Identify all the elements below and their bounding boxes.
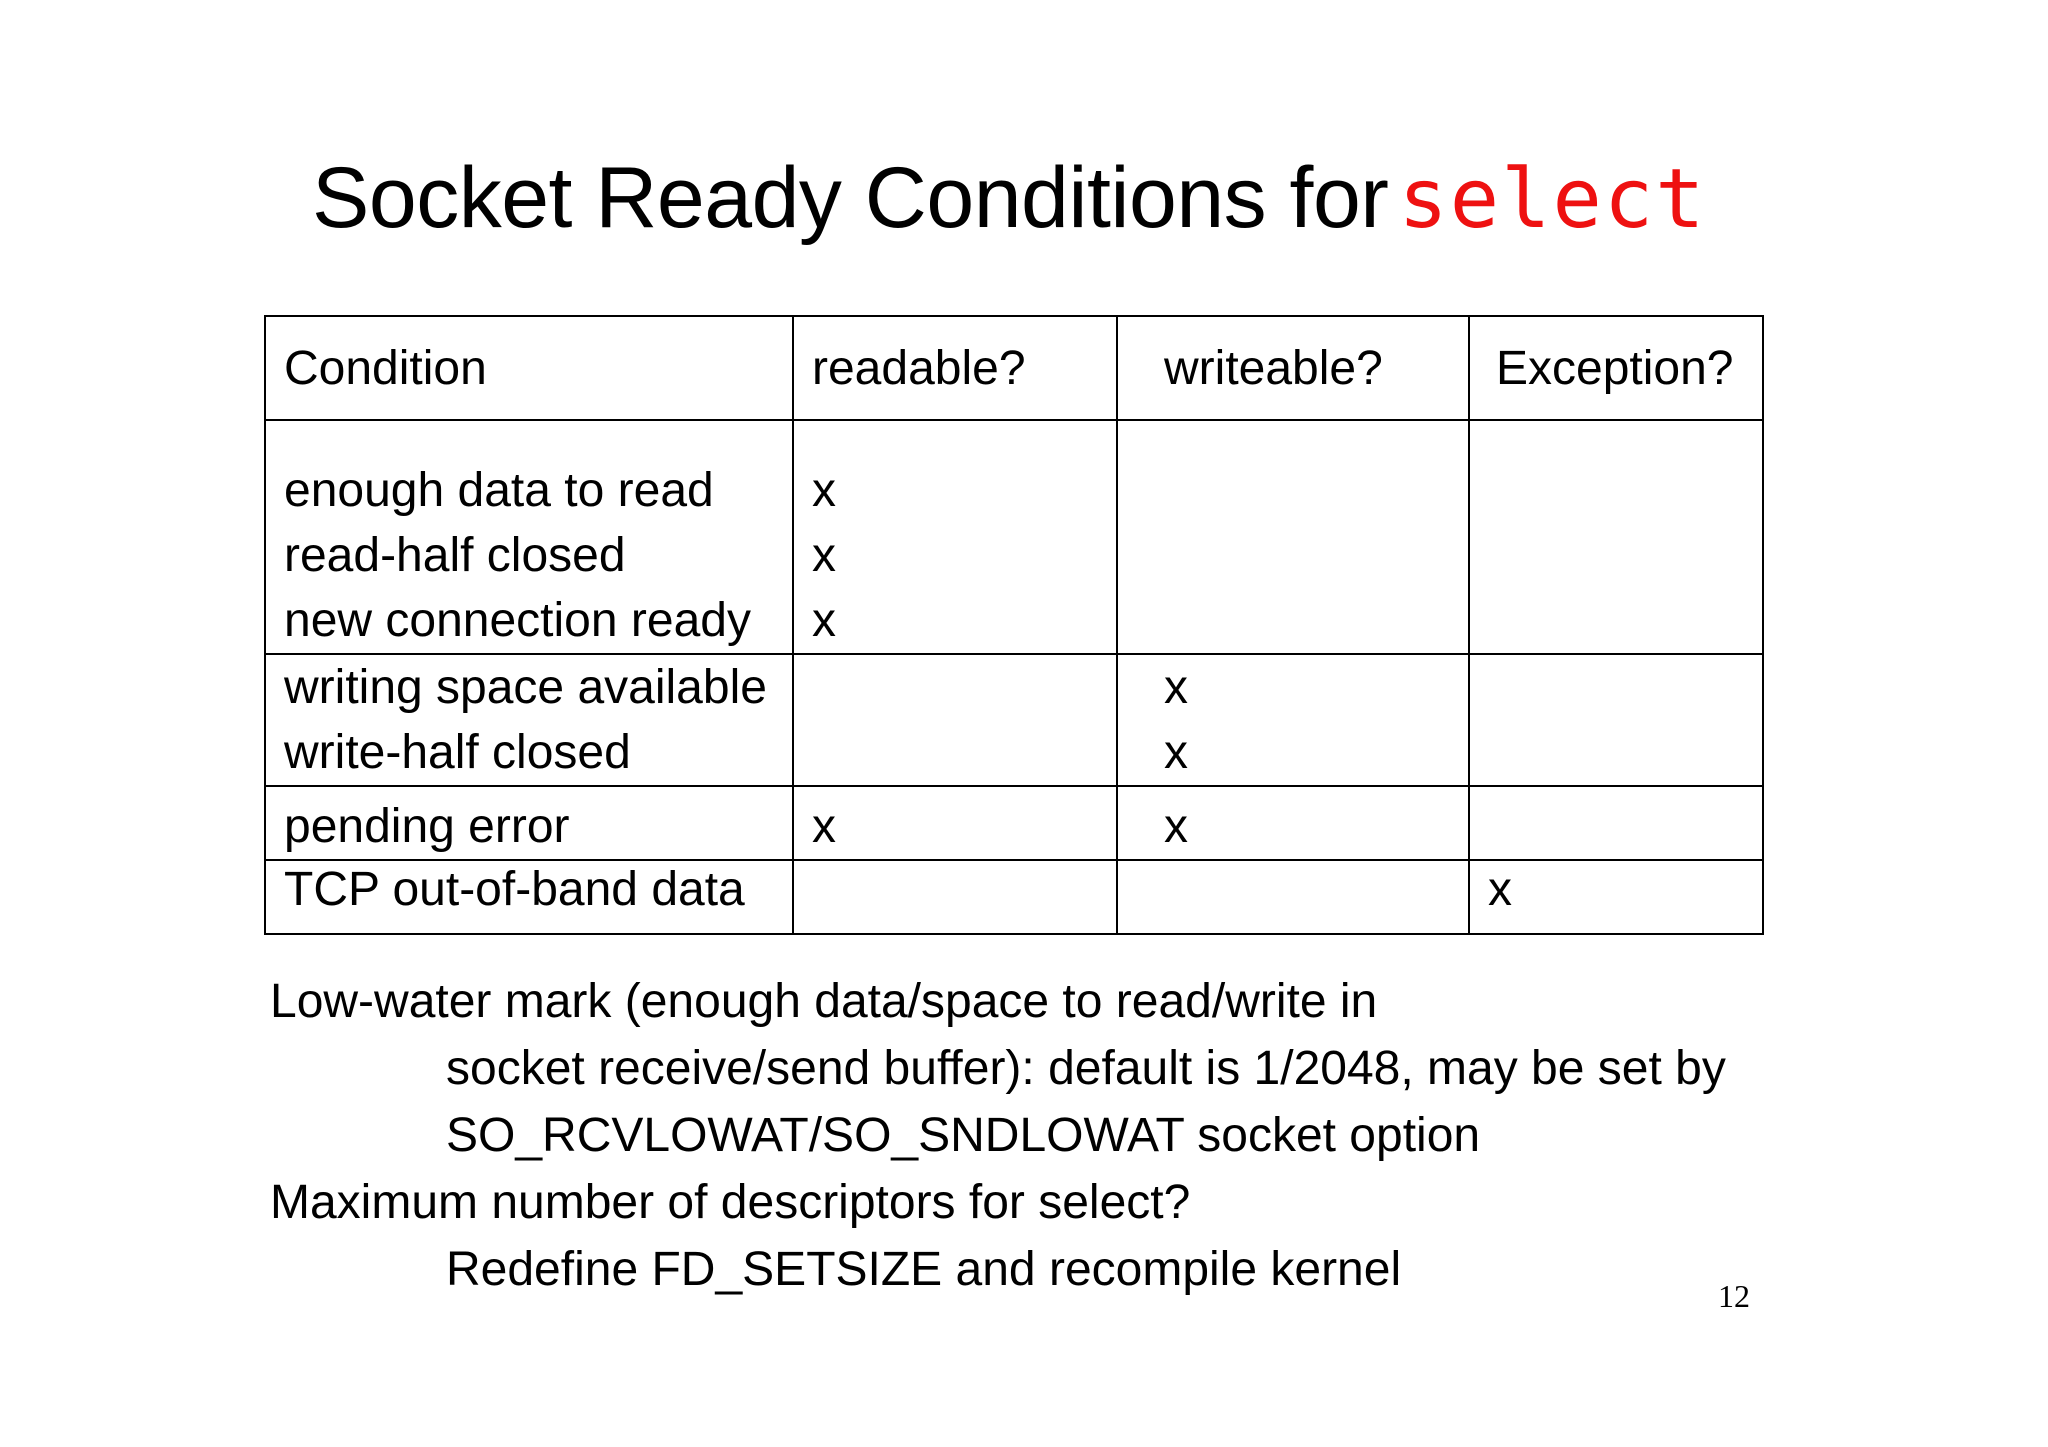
table-row: [265, 420, 1763, 654]
notes: [270, 968, 1726, 1303]
exception-cell: [1469, 786, 1763, 860]
exception-cell: [1469, 860, 1763, 934]
note-line: SO_RCVLOWAT/SO_SNDLOWAT socket option: [446, 1109, 1481, 1162]
readable-mark: x: [812, 594, 836, 647]
page-number: 12: [1718, 1278, 1750, 1314]
writeable-mark: x: [1164, 726, 1188, 779]
condition-text: pending error: [284, 800, 570, 853]
readable-cell: [793, 786, 1117, 860]
writeable-cell: [1117, 860, 1469, 934]
condition-cell: [265, 860, 793, 934]
condition-text: read-half closed: [284, 529, 626, 582]
readable-mark: x: [812, 529, 836, 582]
table-header-row: [265, 316, 1763, 420]
header-exception: Exception?: [1469, 316, 1763, 420]
exception-cell: [1469, 654, 1763, 786]
slide-title-code: select: [1398, 152, 1707, 247]
exception-mark: x: [1488, 863, 1512, 916]
condition-text: new connection ready: [284, 594, 751, 647]
writeable-mark: x: [1164, 800, 1188, 853]
readable-cell: [793, 654, 1117, 786]
writeable-cell: [1117, 654, 1469, 786]
ready-conditions-table: [264, 315, 1764, 935]
condition-cell: [265, 654, 793, 786]
exception-cell: [1469, 420, 1763, 654]
slide-title-text: Socket Ready Conditions for: [312, 150, 1389, 246]
table-row: [265, 786, 1763, 860]
condition-text: enough data to read: [284, 464, 714, 517]
readable-cell: [793, 860, 1117, 934]
readable-cell: [793, 420, 1117, 654]
condition-cell: [265, 786, 793, 860]
note-line: socket receive/send buffer): default is 1/2048, may be set by: [446, 1042, 1726, 1095]
note-line: Low-water mark (enough data/space to read/write in: [270, 975, 1378, 1028]
table-row: [265, 860, 1763, 934]
condition-text: TCP out-of-band data: [284, 863, 745, 916]
readable-mark: x: [812, 464, 836, 517]
readable-mark: x: [812, 800, 836, 853]
writeable-cell: [1117, 786, 1469, 860]
note-line: Redefine FD_SETSIZE and recompile kernel: [446, 1243, 1402, 1296]
writeable-mark: x: [1164, 661, 1188, 714]
header-condition: Condition: [265, 316, 793, 420]
header-writeable: writeable?: [1117, 316, 1469, 420]
condition-cell: [265, 420, 793, 654]
note-line: Maximum number of descriptors for select?: [270, 1176, 1191, 1229]
condition-text: writing space available: [284, 661, 767, 714]
writeable-cell: [1117, 420, 1469, 654]
table-row: [265, 654, 1763, 786]
slide-title: [312, 150, 1707, 247]
condition-text: write-half closed: [284, 726, 631, 779]
header-readable: readable?: [793, 316, 1117, 420]
